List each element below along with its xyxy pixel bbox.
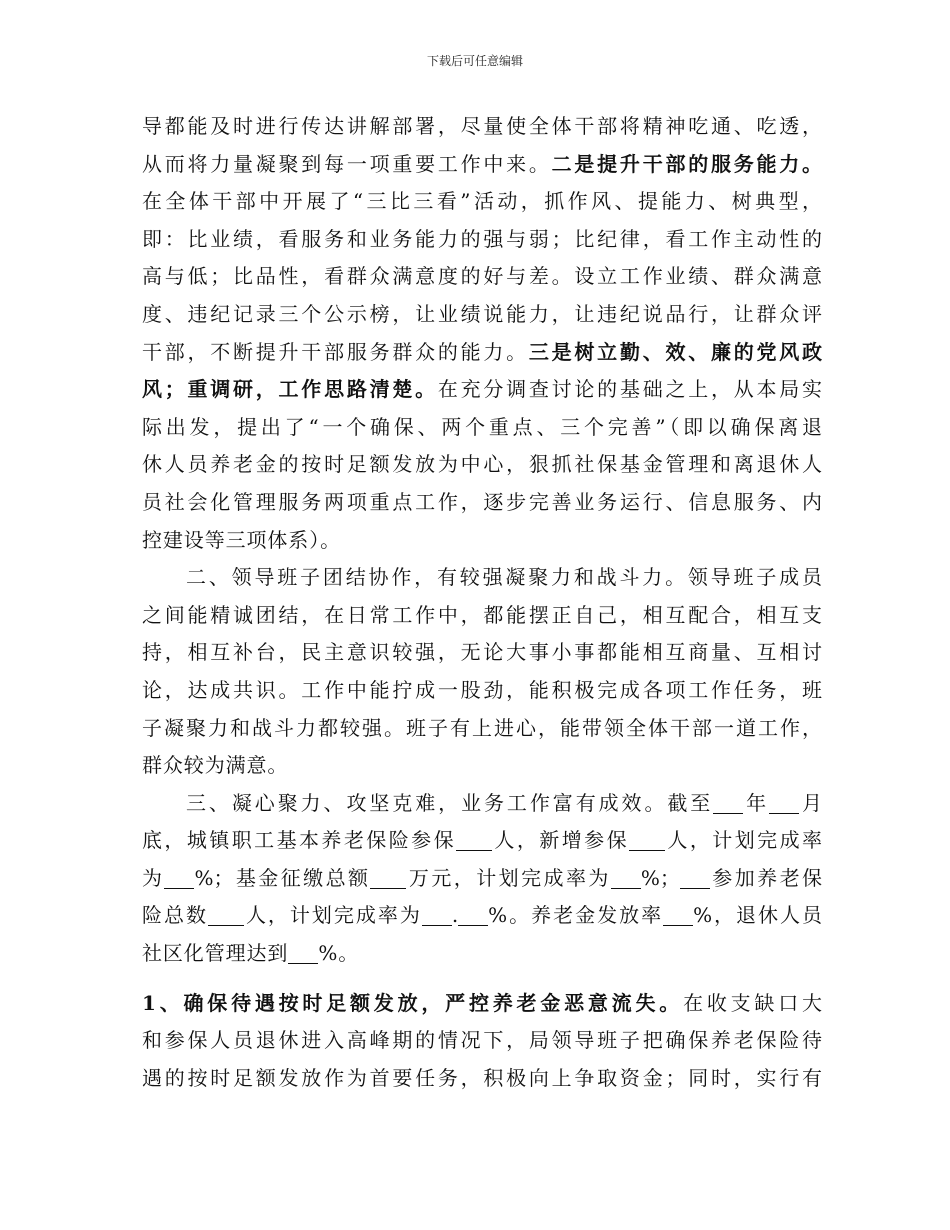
text-line: 高与低；比品性，看群众满意度的好与差。设立工作业绩、群众满意: [142, 264, 822, 289]
text-run: 从而将力量凝聚到每一项重要工作中来。: [142, 151, 552, 176]
text-run: .: [451, 903, 459, 928]
text-line: [142, 822, 822, 860]
text-run: %；基金征缴总额: [194, 865, 371, 890]
text-run: 底，城镇职工基本养老保险参保: [142, 828, 456, 853]
text-run: %；: [640, 865, 680, 890]
text-line: 控建设等三项体系）。: [142, 527, 341, 552]
bold-heading-run: 风；重调研，工作思路清楚。: [142, 377, 438, 402]
text-run: %。养老金发放率: [488, 903, 664, 928]
bold-heading-run: 二是提升干部的服务能力。: [551, 151, 823, 176]
text-run: 险总数: [142, 903, 208, 928]
text-run: 在收支缺口大: [683, 990, 823, 1015]
text-run: 干部，不断提升干部服务群众的能力。: [142, 339, 529, 364]
bold-heading-run: 三是树立勤、效、廉的党风政: [528, 339, 823, 364]
document-body: [142, 108, 822, 1097]
text-line: [142, 334, 822, 372]
section-heading-line: [142, 785, 822, 823]
text-line: 休人员养老金的按时足额发放为中心，狠抓社保基金管理和离退休人: [142, 452, 822, 477]
text-run: %，退休人员: [693, 903, 822, 928]
text-run: 社区化管理达到: [142, 941, 289, 966]
fill-in-blank: [629, 828, 665, 851]
fill-in-blank: [208, 903, 244, 926]
fill-in-blank: [680, 866, 710, 889]
text-line: [142, 860, 822, 898]
fill-in-blank: [663, 903, 693, 926]
text-line: 之间能精诚团结，在日常工作中，都能摆正自己，相互配合，相互支: [142, 602, 822, 627]
text-line: 群众较为满意。: [142, 753, 289, 778]
text-run: 人，计划完成率为: [243, 903, 422, 928]
text-line: 论，达成共识。工作中能拧成一股劲，能积极完成各项工作任务，班: [142, 677, 822, 702]
fill-in-blank: [456, 828, 492, 851]
text-line: [142, 146, 822, 184]
text-line: [142, 371, 822, 409]
section-heading-line: 二、领导班子团结协作，有较强凝聚力和战斗力。领导班子成员: [186, 565, 822, 590]
text-line: 和参保人员退休进入高峰期的情况下，局领导班子把确保养老保险待: [142, 1028, 822, 1053]
text-line: 即：比业绩，看服务和业务能力的强与弱；比纪律，看工作主动性的: [142, 226, 822, 251]
text-line: [142, 935, 822, 973]
text-run: 人，新增参保: [492, 828, 629, 853]
fill-in-blank: [288, 941, 318, 964]
text-line: 导都能及时进行传达讲解部署，尽量使全体干部将精神吃通、吃透，: [142, 114, 822, 138]
text-line: 持，相互补台，民主意识较强，无论大事小事都能相互商量、互相讨: [142, 640, 822, 665]
fill-in-blank: [769, 791, 799, 814]
text-run: 年: [743, 790, 770, 815]
text-run: 月: [799, 790, 823, 815]
text-line: 在全体干部中开展了“三比三看”活动，抓作风、提能力、树典型，: [142, 189, 822, 214]
text-run: %。: [318, 941, 360, 966]
bold-heading-run: 1、确保待遇按时足额发放，严控养老金恶意流失。: [142, 990, 684, 1015]
fill-in-blank: [422, 903, 452, 926]
text-line: [142, 985, 822, 1023]
text-line: 度、违纪记录三个公示榜，让业绩说能力，让违纪说品行，让群众评: [142, 301, 822, 326]
fill-in-blank: [164, 866, 194, 889]
page-header: 下载后可任意编辑: [426, 54, 523, 68]
fill-in-blank: [713, 791, 743, 814]
fill-in-blank: [458, 903, 488, 926]
text-run: 万元，计划完成率为: [406, 865, 611, 890]
text-line: 际出发，提出了“一个确保、两个重点、三个完善”（即以确保离退: [142, 414, 822, 439]
text-line: [142, 897, 822, 935]
text-run: 参加养老保: [709, 865, 823, 890]
text-line: 遇的按时足额发放作为首要任务，积极向上争取资金；同时，实行有: [142, 1065, 822, 1090]
fill-in-blank: [611, 866, 641, 889]
text-run: 三、凝心聚力、攻坚克难，业务工作富有成效。截至: [186, 790, 714, 815]
text-run: 人，计划完成率: [665, 828, 823, 853]
text-run: 为: [142, 865, 165, 890]
fill-in-blank: [370, 866, 406, 889]
text-line: 员社会化管理服务两项重点工作，逐步完善业务运行、信息服务、内: [142, 489, 822, 514]
text-line: 子凝聚力和战斗力都较强。班子有上进心，能带领全体干部一道工作，: [142, 715, 822, 740]
text-run: 在充分调查讨论的基础之上，从本局实: [437, 377, 823, 402]
